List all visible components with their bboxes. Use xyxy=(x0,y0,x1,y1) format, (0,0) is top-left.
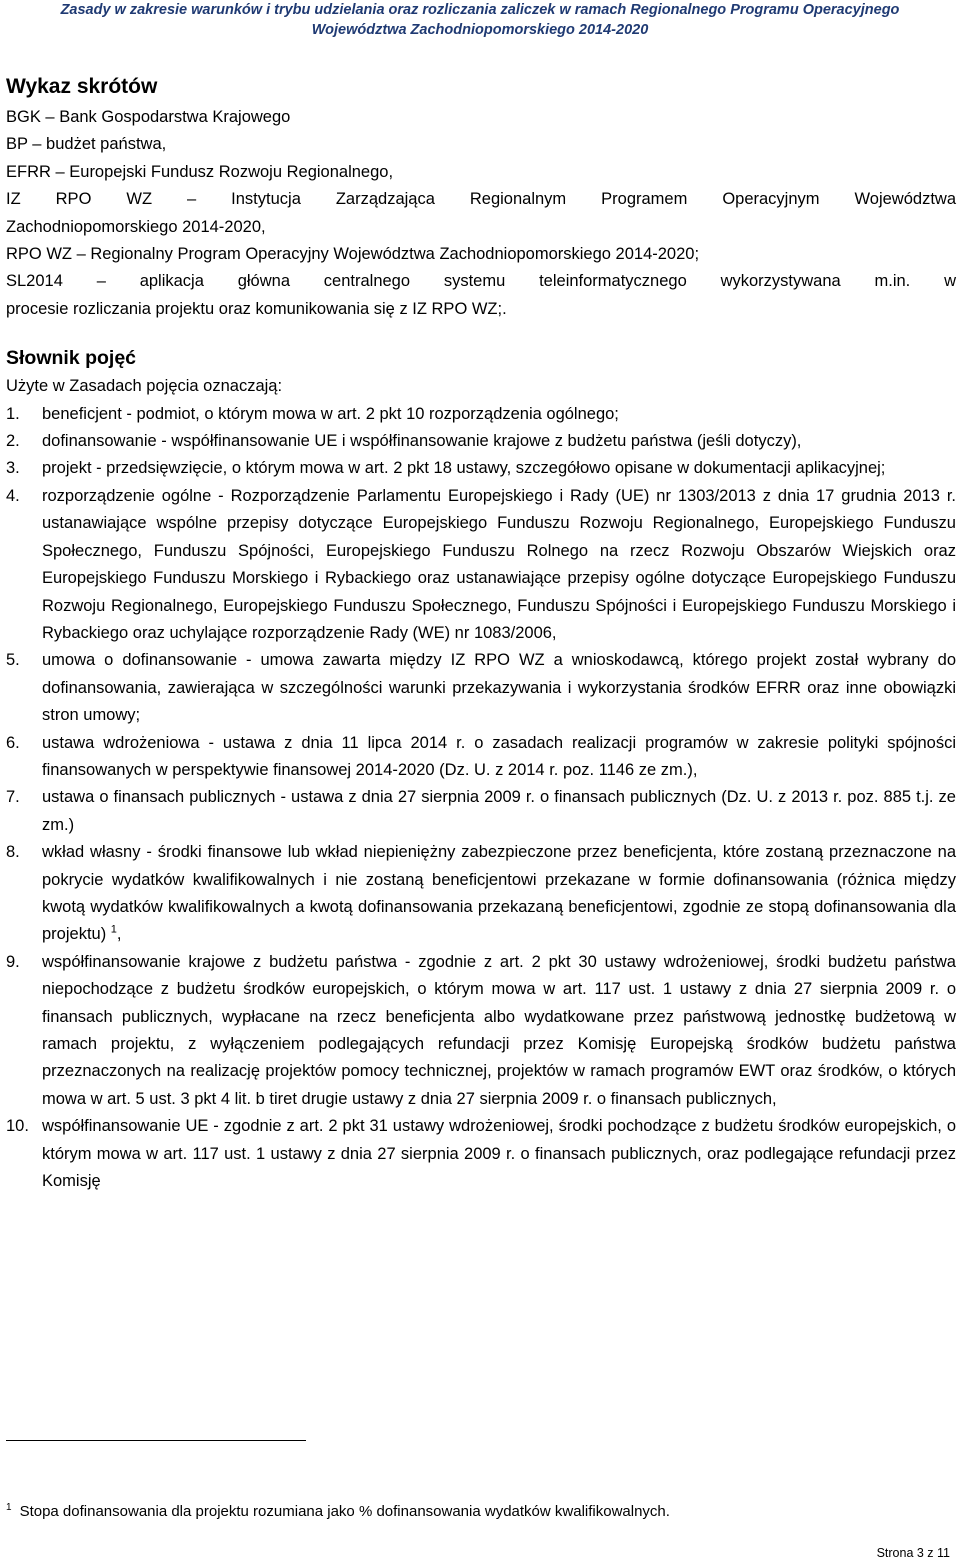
glossary-heading: Słownik pojęć xyxy=(6,347,137,370)
header-line-1: Zasady w zakresie warunków i trybu udzielania oraz rozliczania zaliczek w ramach Regionalnego Programu Operacyjnego xyxy=(60,2,900,18)
glossary-item xyxy=(6,647,956,729)
glossary-list xyxy=(6,401,956,1196)
footnote-mark: 1 xyxy=(6,1502,12,1513)
item-text: projekt - przedsięwzięcie, o którym mowa w art. 2 pkt 18 ustawy, szczegółowo opisane w dokumentacji aplikacyjnej; xyxy=(42,459,886,478)
item-text-wrapper xyxy=(42,839,956,949)
abbreviations-heading: Wykaz skrótów xyxy=(6,75,158,98)
item-number: 8. xyxy=(6,843,20,862)
header-line-2: Województwa Zachodniopomorskiego 2014-2020 xyxy=(311,22,649,38)
item-text: rozporządzenie ogólne - Rozporządzenie Parlamentu Europejskiego i Rady (UE) nr 1303/2013 z dnia 17 grudnia 2013 r. ustanawiające wspólne przepisy dotyczące Europejskiego Funduszu Rozwoju Regionalnego, Europejskiego Funduszu Społecznego, Funduszu Spójności, Europejskiego Funduszu Rolnego na rzecz Rozwoju Obszarów Wiejskich oraz Europejskiego Funduszu Morskiego i Rybackiego oraz ustanawiające przepisy ogólne dotyczące Europejskiego Funduszu Rozwoju Regionalnego, Europejskiego Funduszu Społecznego, Funduszu Spójności i Europejskiego Funduszu Morskiego i Rybackiego oraz uchylające rozporządzenie Rady (WE) nr 1083/2006, xyxy=(42,486,956,642)
glossary-item xyxy=(6,784,956,839)
abbreviation-line: procesie rozliczania projektu oraz komunikowania się z IZ RPO WZ;. xyxy=(6,299,507,318)
glossary-item xyxy=(6,483,956,647)
item-number: 1. xyxy=(6,404,20,423)
item-number: 6. xyxy=(6,733,20,752)
abbreviation-line: Zachodniopomorskiego 2014-2020, xyxy=(6,217,266,236)
glossary-item xyxy=(6,730,956,785)
glossary-item xyxy=(6,401,956,428)
glossary-item xyxy=(6,949,956,1113)
item-number: 3. xyxy=(6,459,20,478)
item-text: współfinansowanie krajowe z budżetu państwa - zgodnie z art. 2 pkt 30 ustawy wdrożeniowej, środki budżetu państwa niepochodzące z budżetu środków europejskich, o którym mowa w art. 117 ust. 1 ustawy z dnia 27 sierpnia 2009 r. o finansach publicznych, wypłacane na rzecz beneficjenta albo wydatkowane przez państwową jednostkę budżetową w ramach projektu, z wyłączeniem podlegających refundacji przez Komisję Europejską środków budżetu państwa przeznaczonych na realizację projektów pomocy technicznej, projektów w ramach programów EWT oraz środków, o których mowa w art. 5 ust. 3 pkt 4 lit. b tiret drugie ustawy z dnia 27 sierpnia 2009 r. o finansach publicznych, xyxy=(42,952,956,1108)
item-text: beneficjent - podmiot, o którym mowa w art. 2 pkt 10 rozporządzenia ogólnego; xyxy=(42,404,619,423)
item-number: 4. xyxy=(6,486,20,505)
footnote-reference[interactable]: 1 xyxy=(110,923,117,936)
item-text: współfinansowanie UE - zgodnie z art. 2 pkt 31 ustawy wdrożeniowej, środki pochodzące z budżetu środków europejskich, o którym mowa w art. 117 ust. 1 ustawy z dnia 27 sierpnia 2009 r. o finansach publicznych, oraz podlegające refundacji przez Komisję xyxy=(42,1117,956,1191)
abbreviation-line: EFRR – Europejski Fundusz Rozwoju Regionalnego, xyxy=(6,162,394,181)
abbreviation-line: BGK – Bank Gospodarstwa Krajowego xyxy=(6,108,291,126)
glossary-intro: Użyte w Zasadach pojęcia oznaczają: xyxy=(6,377,283,396)
glossary-item xyxy=(6,428,956,455)
item-number: 5. xyxy=(6,651,20,670)
abbreviations-list xyxy=(6,104,956,323)
glossary-item xyxy=(6,1113,956,1195)
page-number: Strona 3 z 11 xyxy=(876,1546,950,1560)
footnote-text: Stopa dofinansowania dla projektu rozumiana jako % dofinansowania wydatków kwalifikowalnych. xyxy=(19,1503,670,1520)
abbreviation-line: BP – budżet państwa, xyxy=(6,135,167,154)
item-text: ustawa wdrożeniowa - ustawa z dnia 11 lipca 2014 r. o zasadach realizacji programów w zakresie polityki spójności finansowanych w perspektywie finansowej 2014-2020 (Dz. U. z 2014 r. poz. 1146 ze zm.), xyxy=(42,733,956,779)
item-number: 7. xyxy=(6,788,20,807)
item-number: 10. xyxy=(6,1117,29,1136)
abbreviation-line: IZ RPO WZ – Instytucja Zarządzająca Regionalnym Programem Operacyjnym Województwa xyxy=(6,190,956,209)
item-text: ustawa o finansach publicznych - ustawa z dnia 27 sierpnia 2009 r. o finansach publicznych (Dz. U. z 2013 r. poz. 885 t.j. ze zm.) xyxy=(42,788,956,834)
glossary-item xyxy=(6,839,956,949)
footnote-separator xyxy=(6,1440,306,1441)
abbreviation-line: SL2014 – aplikacja główna centralnego systemu teleinformatycznego wykorzystywana m.in. w xyxy=(6,272,956,291)
footnote xyxy=(6,1502,906,1522)
item-number: 9. xyxy=(6,952,20,971)
item-text: umowa o dofinansowanie - umowa zawarta między IZ RPO WZ a wnioskodawcą, którego projekt został wybrany do dofinansowania, zawierająca w szczególności warunki przekazywania i wykorzystania środków EFRR oraz inne obowiązki stron umowy; xyxy=(42,651,956,725)
abbreviation-line: RPO WZ – Regionalny Program Operacyjny Województwa Zachodniopomorskiego 2014-2020; xyxy=(6,245,700,264)
item-text-tail: , xyxy=(116,925,122,944)
running-header xyxy=(0,0,960,40)
page-content xyxy=(6,70,956,1195)
item-text: dofinansowanie - współfinansowanie UE i współfinansowanie krajowe z budżetu państwa (jeśli dotyczy), xyxy=(42,432,802,451)
item-number: 2. xyxy=(6,432,20,451)
item-text: wkład własny - środki finansowe lub wkład niepieniężny zabezpieczone przez beneficjenta, które zostaną przeznaczone na pokrycie wydatków kwalifikowalnych i nie zostaną beneficjentowi przekazane w formie dofinansowania (różnica między kwotą wydatków kwalifikowalnych a kwotą dofinansowania przekazaną beneficjentowi, zgodnie ze stopą dofinansowania dla projektu) xyxy=(42,843,956,944)
glossary-item xyxy=(6,455,956,482)
